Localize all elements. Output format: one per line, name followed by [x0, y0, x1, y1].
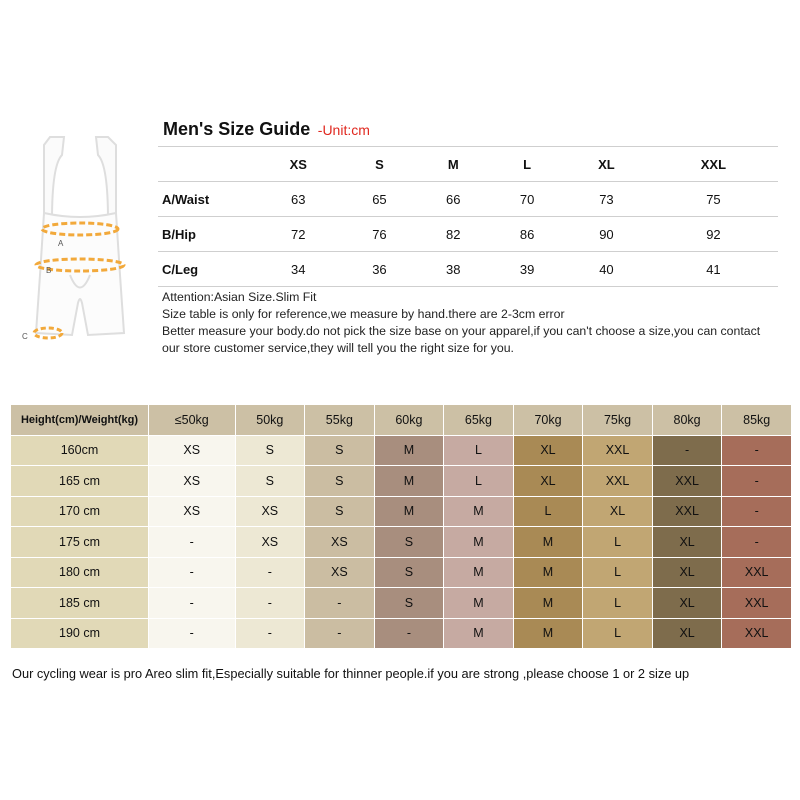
height-label: 175 cm — [11, 527, 149, 558]
size-cell: XS — [305, 527, 375, 558]
size-cell: - — [235, 618, 305, 649]
size-col-header: XXL — [649, 147, 778, 182]
size-cell: M — [513, 588, 583, 619]
size-cell: - — [149, 618, 236, 649]
weight-col-header: ≤50kg — [149, 405, 236, 436]
measurement-cell: 65 — [343, 182, 417, 217]
measurement-row-waist — [158, 182, 778, 217]
size-cell: XL — [583, 496, 653, 527]
measurement-cell: 86 — [490, 217, 564, 252]
note-line: Attention:Asian Size.Slim Fit — [162, 290, 317, 304]
height-row — [11, 435, 792, 466]
measurement-cell: 39 — [490, 252, 564, 287]
size-cell: S — [305, 496, 375, 527]
size-cell: - — [652, 435, 722, 466]
size-cell: S — [305, 435, 375, 466]
weight-col-header: 50kg — [235, 405, 305, 436]
weight-header-row — [11, 405, 792, 436]
size-cell: XL — [652, 588, 722, 619]
height-row — [11, 496, 792, 527]
measurement-cell: 38 — [416, 252, 490, 287]
measurement-header-row — [158, 147, 778, 182]
size-cell: - — [149, 588, 236, 619]
bib-shorts-figure — [20, 125, 140, 355]
size-col-header: S — [343, 147, 417, 182]
size-cell: - — [722, 466, 792, 497]
size-cell: M — [444, 527, 514, 558]
size-cell: XXL — [652, 496, 722, 527]
measurement-cell: 70 — [490, 182, 564, 217]
weight-col-header: 80kg — [652, 405, 722, 436]
measurement-table — [158, 146, 778, 287]
measurement-cell: 40 — [564, 252, 649, 287]
size-cell: XS — [305, 557, 375, 588]
size-col-header: L — [490, 147, 564, 182]
measurement-cell: 75 — [649, 182, 778, 217]
size-cell: - — [374, 618, 444, 649]
size-col-header: XL — [564, 147, 649, 182]
size-cell: - — [722, 527, 792, 558]
measurement-cell: 92 — [649, 217, 778, 252]
size-cell: XL — [652, 527, 722, 558]
note-line: our store customer service,they will tell you the right size for you. — [162, 341, 514, 355]
bib-strap-left-icon — [44, 137, 64, 220]
height-weight-header: Height(cm)/Weight(kg) — [11, 405, 149, 436]
figure-label-b: B — [46, 266, 52, 275]
weight-col-header: 55kg — [305, 405, 375, 436]
measurement-cell: 73 — [564, 182, 649, 217]
size-cell: L — [583, 557, 653, 588]
weight-col-header: 65kg — [444, 405, 514, 436]
weight-col-header: 60kg — [374, 405, 444, 436]
note-line: Size table is only for reference,we measure by hand.there are 2-3cm error — [162, 307, 565, 321]
height-label: 160cm — [11, 435, 149, 466]
measurement-corner — [158, 147, 254, 182]
height-label: 170 cm — [11, 496, 149, 527]
size-cell: XXL — [583, 435, 653, 466]
size-cell: M — [374, 496, 444, 527]
guide-title: Men's Size Guide — [163, 119, 311, 139]
guide-header — [163, 119, 370, 140]
size-cell: - — [235, 557, 305, 588]
figure-label-c: C — [22, 332, 28, 341]
measurement-row-label: B/Hip — [158, 217, 254, 252]
size-cell: XL — [652, 618, 722, 649]
size-cell: M — [444, 557, 514, 588]
size-cell: XL — [513, 466, 583, 497]
size-cell: M — [444, 496, 514, 527]
size-cell: S — [305, 466, 375, 497]
note-line: Better measure your body.do not pick the size base on your apparel,if you can't choose a size,you can contact — [162, 324, 761, 338]
bib-strap-right-icon — [96, 137, 116, 220]
size-cell: M — [444, 588, 514, 619]
size-cell: - — [235, 588, 305, 619]
measurement-row-hip — [158, 217, 778, 252]
size-cell: - — [305, 588, 375, 619]
weight-col-header: 85kg — [722, 405, 792, 436]
size-cell: L — [444, 435, 514, 466]
size-cell: XL — [652, 557, 722, 588]
height-row — [11, 466, 792, 497]
size-cell: S — [235, 435, 305, 466]
size-col-header: XS — [254, 147, 343, 182]
size-cell: M — [374, 466, 444, 497]
size-cell: M — [513, 527, 583, 558]
fit-note: Our cycling wear is pro Areo slim fit,Especially suitable for thinner people.if you are strong ,please choose 1 or 2 size up — [12, 666, 690, 681]
measurement-row-label: C/Leg — [158, 252, 254, 287]
size-cell: S — [374, 557, 444, 588]
size-cell: XXL — [652, 466, 722, 497]
weight-col-header: 75kg — [583, 405, 653, 436]
measurement-cell: 82 — [416, 217, 490, 252]
size-cell: - — [149, 527, 236, 558]
measurement-cell: 76 — [343, 217, 417, 252]
size-col-header: M — [416, 147, 490, 182]
size-cell: - — [722, 435, 792, 466]
measurement-cell: 34 — [254, 252, 343, 287]
height-row — [11, 557, 792, 588]
figure-label-a: A — [58, 239, 64, 248]
measurement-cell: 36 — [343, 252, 417, 287]
height-row — [11, 618, 792, 649]
size-cell: L — [444, 466, 514, 497]
height-label: 190 cm — [11, 618, 149, 649]
measurement-row-leg — [158, 252, 778, 287]
height-label: 165 cm — [11, 466, 149, 497]
size-cell: M — [444, 618, 514, 649]
size-cell: XXL — [722, 588, 792, 619]
weight-col-header: 70kg — [513, 405, 583, 436]
height-label: 180 cm — [11, 557, 149, 588]
size-cell: - — [305, 618, 375, 649]
size-cell: XXL — [583, 466, 653, 497]
size-cell: M — [513, 557, 583, 588]
size-cell: XS — [149, 435, 236, 466]
size-cell: L — [513, 496, 583, 527]
measurement-cell: 41 — [649, 252, 778, 287]
size-cell: L — [583, 618, 653, 649]
size-cell: XXL — [722, 557, 792, 588]
size-cell: L — [583, 588, 653, 619]
size-cell: L — [583, 527, 653, 558]
size-cell: S — [374, 527, 444, 558]
size-cell: S — [374, 588, 444, 619]
size-cell: XS — [235, 496, 305, 527]
height-label: 185 cm — [11, 588, 149, 619]
measurement-row-label: A/Waist — [158, 182, 254, 217]
size-cell: XS — [235, 527, 305, 558]
height-row — [11, 588, 792, 619]
size-cell: XS — [149, 466, 236, 497]
measurement-cell: 90 — [564, 217, 649, 252]
guide-unit: -Unit:cm — [317, 122, 370, 138]
size-cell: XL — [513, 435, 583, 466]
measurement-cell: 72 — [254, 217, 343, 252]
size-cell: M — [513, 618, 583, 649]
size-notes — [162, 289, 787, 357]
size-cell: - — [722, 496, 792, 527]
measurement-cell: 63 — [254, 182, 343, 217]
height-weight-table — [10, 404, 792, 649]
size-cell: XS — [149, 496, 236, 527]
size-cell: M — [374, 435, 444, 466]
size-cell: XXL — [722, 618, 792, 649]
measurement-cell: 66 — [416, 182, 490, 217]
height-row — [11, 527, 792, 558]
size-cell: - — [149, 557, 236, 588]
size-cell: S — [235, 466, 305, 497]
